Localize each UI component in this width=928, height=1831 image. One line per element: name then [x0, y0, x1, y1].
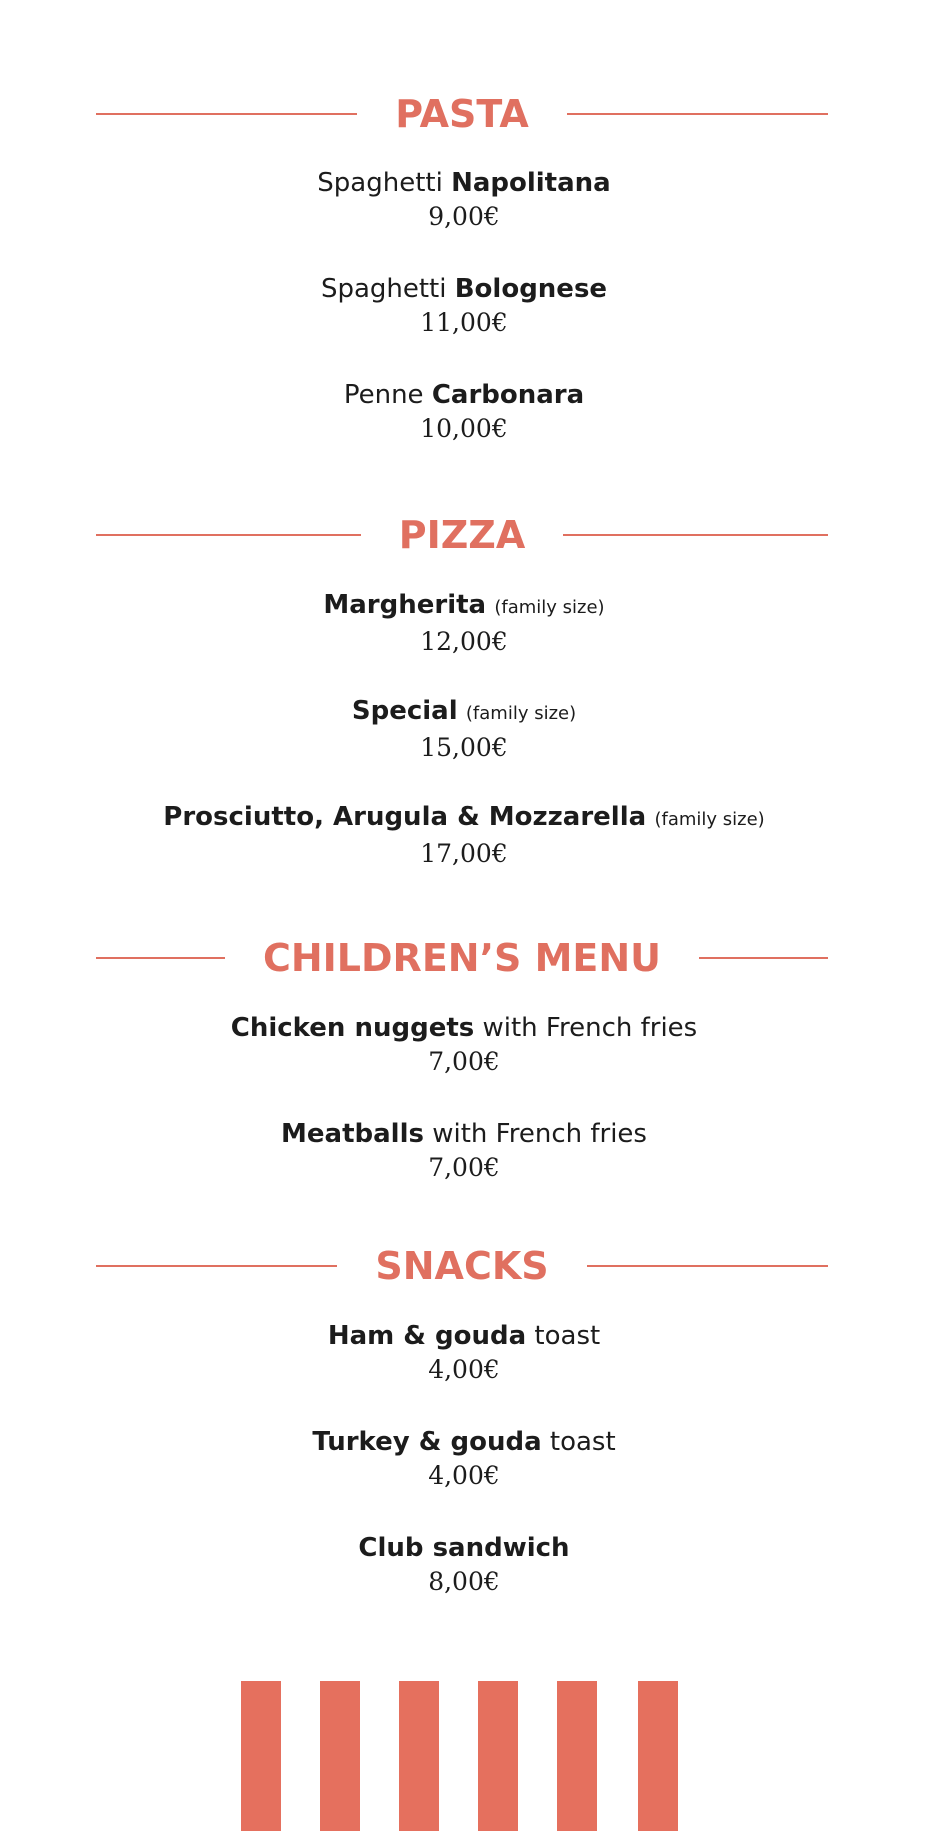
item-name-suffix: with French fries — [474, 1013, 698, 1043]
item-name — [0, 378, 928, 412]
item-size-note: (family size) — [494, 597, 605, 618]
menu-item — [0, 1319, 928, 1387]
menu-item — [0, 1425, 928, 1493]
item-price: 4,00€ — [428, 1461, 500, 1490]
section-heading — [96, 1236, 828, 1296]
item-price: 10,00€ — [420, 414, 508, 443]
item-price: 8,00€ — [428, 1567, 500, 1596]
item-price: 11,00€ — [420, 308, 508, 337]
item-size-note: (family size) — [654, 809, 765, 830]
item-name — [0, 1531, 928, 1565]
menu-item — [0, 272, 928, 340]
item-price: 17,00€ — [420, 839, 508, 868]
item-name-suffix: with French fries — [423, 1119, 647, 1149]
item-price: 7,00€ — [428, 1047, 500, 1076]
item-name-bold: Chicken nuggets — [230, 1013, 475, 1043]
heading-divider-left — [96, 534, 361, 536]
item-name — [0, 694, 928, 731]
item-name-bold: Turkey & gouda — [312, 1427, 542, 1457]
heading-divider-left — [96, 113, 357, 115]
stripe — [399, 1681, 439, 1831]
item-name — [0, 588, 928, 625]
stripe — [557, 1681, 597, 1831]
item-name — [0, 166, 928, 200]
item-name-bold: Ham & gouda — [327, 1321, 527, 1351]
item-name — [0, 1011, 928, 1045]
menu-item — [0, 166, 928, 234]
item-name-prefix: Spaghetti — [320, 274, 455, 304]
menu-item — [0, 1011, 928, 1079]
stripe — [241, 1681, 281, 1831]
item-price: 9,00€ — [428, 202, 500, 231]
item-name-suffix: toast — [526, 1321, 601, 1351]
heading-divider-right — [567, 113, 828, 115]
heading-divider-left — [96, 1265, 337, 1267]
section-title: PIZZA — [398, 513, 526, 557]
section-heading — [96, 505, 828, 565]
stripe — [478, 1681, 518, 1831]
item-size-note: (family size) — [465, 703, 577, 724]
item-name-bold: Margherita — [323, 590, 487, 620]
item-name — [0, 1117, 928, 1151]
stripe — [320, 1681, 360, 1831]
stripe — [638, 1681, 678, 1831]
item-price: 4,00€ — [428, 1355, 500, 1384]
heading-divider-right — [563, 534, 828, 536]
menu-item — [0, 588, 928, 659]
item-name — [0, 800, 928, 837]
section-heading — [96, 928, 828, 988]
menu-item — [0, 1531, 928, 1599]
section-heading — [96, 84, 828, 144]
item-name — [0, 272, 928, 306]
item-name — [0, 1425, 928, 1459]
menu-item — [0, 694, 928, 765]
item-name-suffix: toast — [541, 1427, 616, 1457]
item-price: 7,00€ — [428, 1153, 500, 1182]
menu-item — [0, 800, 928, 871]
item-name-bold: Prosciutto, Arugula & Mozzarella — [163, 802, 647, 832]
menu-item — [0, 1117, 928, 1185]
item-name-bold: Bolognese — [454, 274, 608, 304]
item-name — [0, 1319, 928, 1353]
heading-divider-right — [587, 1265, 828, 1267]
menu-item — [0, 378, 928, 446]
item-name-bold: Special — [351, 696, 458, 726]
section-title: CHILDREN’S MENU — [262, 936, 662, 980]
item-name-bold: Carbonara — [431, 380, 585, 410]
section-title: SNACKS — [375, 1244, 549, 1288]
item-name-bold: Club sandwich — [358, 1533, 570, 1563]
item-price: 15,00€ — [420, 733, 508, 762]
item-price: 12,00€ — [420, 627, 508, 656]
item-name-bold: Meatballs — [281, 1119, 424, 1149]
item-name-bold: Napolitana — [451, 168, 611, 198]
decorative-stripes — [241, 1681, 678, 1831]
item-name-prefix: Penne — [343, 380, 432, 410]
item-name-prefix: Spaghetti — [317, 168, 452, 198]
section-title: PASTA — [395, 92, 529, 136]
heading-divider-right — [699, 957, 828, 959]
heading-divider-left — [96, 957, 225, 959]
